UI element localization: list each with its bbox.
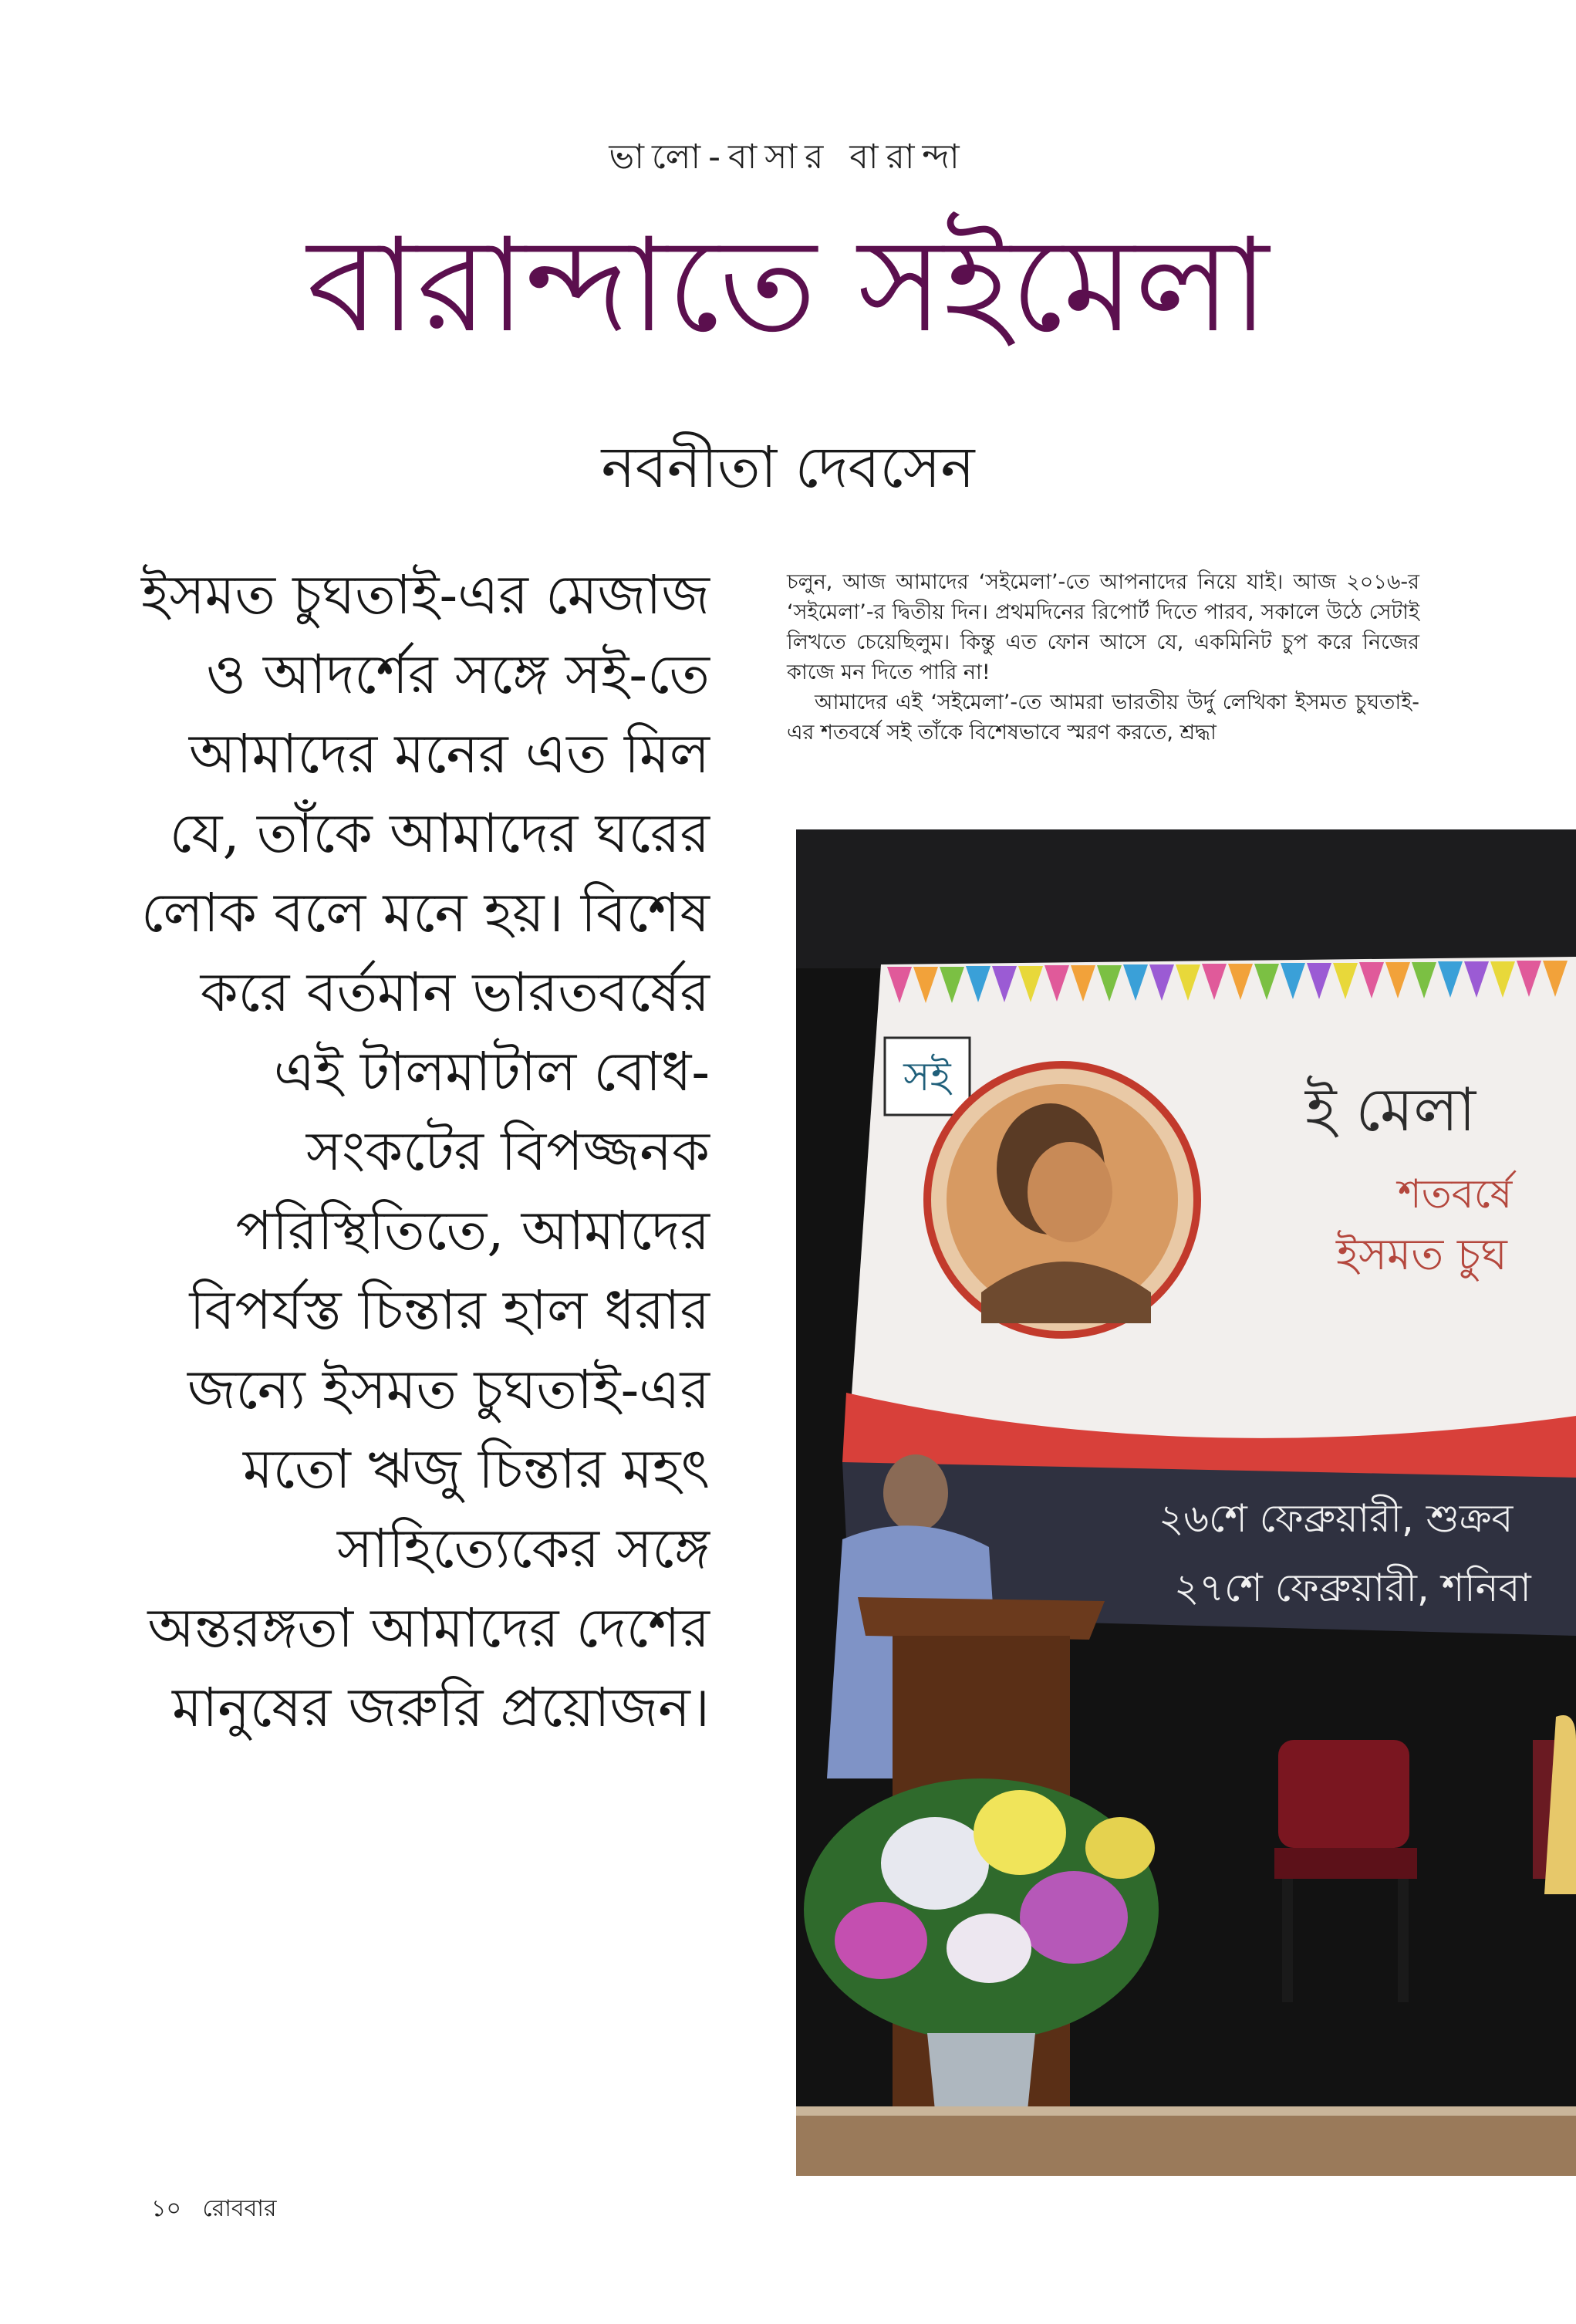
article-body bbox=[787, 567, 1419, 748]
section-kicker: ভালো-বাসার বারান্দা bbox=[609, 137, 967, 177]
author-byline: নবনীতা দেবসেন bbox=[601, 434, 975, 501]
body-paragraph-1: চলুন, আজ আমাদের ‘সইমেলা’-তে আপনাদের নিয়ে যাই। আজ ২০১৬-র ‘সইমেলা’-র দ্বিতীয় দিন। প্রথমদিনের রিপোর্ট দিতে পারব, সকালে উঠে সেটাই লিখতে চেয়েছিলুম। কিন্তু এত ফোন আসে যে, একমিনিট চুপ করে নিজের কাজে মন দিতে পারি না! bbox=[787, 570, 1419, 684]
body-paragraph-2: আমাদের এই ‘সইমেলা’-তে আমরা ভারতীয় উর্দু লেখিকা ইসমত চুঘতাই-এর শতবর্ষে সই তাঁকে বিশেষভাবে স্মরণ করতে, শ্রদ্ধা bbox=[787, 691, 1419, 745]
page-number: ১০ bbox=[151, 2195, 181, 2222]
page-footer bbox=[151, 2190, 291, 2229]
article-title: বারান্দাতে সইমেলা bbox=[307, 210, 1269, 361]
stage-floor bbox=[796, 2110, 1576, 2176]
banner-title: ই মেলা bbox=[1305, 1076, 1476, 1145]
magazine-name: রোববার bbox=[202, 2195, 277, 2222]
pull-quote: ইসমত চুঘতাই-এর মেজাজ ও আদর্শের সঙ্গে সই-তে আমাদের মনের এত মিল যে, তাঁকে আমাদের ঘরের লোক বলে মনে হয়। বিশেষ করে বর্তমান ভারতবর্ষের এই টালমাটাল বোধ-সংকটের বিপজ্জনক পরিস্থিতিতে, আমাদের বিপর্যস্ত চিন্তার হাল ধরার জন্যে ইসমত চুঘতাই-এর মতো ঋজু চিন্তার মহৎ সাহিত্যেকের সঙ্গে অন্তরঙ্গতা আমাদের দেশের মানুষের জরুরি প্রয়োজন। bbox=[140, 563, 710, 1739]
banner-subtitle-2: ইসমত চুঘ bbox=[1336, 1230, 1507, 1280]
banner-date-1: ২৬শে ফেব্রুয়ারী, শুক্রব bbox=[1159, 1496, 1514, 1541]
sai-logo-text: সই bbox=[903, 1054, 951, 1100]
banner-subtitle-1: শতবর্ষে bbox=[1398, 1171, 1513, 1218]
event-photo bbox=[796, 829, 1576, 2176]
banner-date-2: ২৭শে ফেব্রুয়ারী, শনিবা bbox=[1174, 1566, 1531, 1610]
